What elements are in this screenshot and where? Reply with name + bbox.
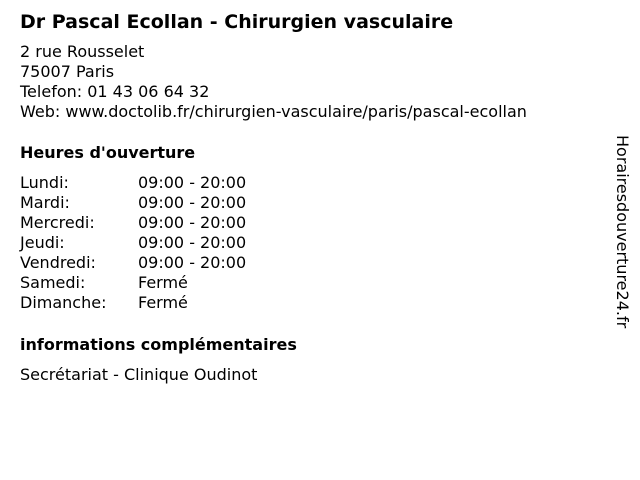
address-block	[20, 42, 600, 122]
additional-info-text: Secrétariat - Clinique Oudinot	[20, 365, 258, 384]
opening-hours-list	[20, 173, 600, 313]
opening-hours-heading: Heures d'ouverture	[20, 143, 196, 162]
day-hours: Fermé	[138, 293, 188, 312]
day-hours: 09:00 - 20:00	[138, 213, 247, 232]
day-label: Jeudi:	[20, 233, 65, 252]
day-label: Dimanche:	[20, 293, 107, 312]
day-label: Samedi:	[20, 273, 86, 292]
hours-row-friday	[20, 253, 600, 273]
day-label: Mercredi:	[20, 213, 95, 232]
city-postal: 75007 Paris	[20, 62, 115, 81]
day-label: Vendredi:	[20, 253, 96, 272]
hours-row-monday	[20, 173, 600, 193]
day-hours: Fermé	[138, 273, 188, 292]
business-card	[20, 10, 600, 385]
phone-line: Telefon: 01 43 06 64 32	[20, 82, 210, 101]
day-hours: 09:00 - 20:00	[138, 253, 247, 272]
hours-row-wednesday	[20, 213, 600, 233]
hours-row-sunday	[20, 293, 600, 313]
website-line: Web: www.doctolib.fr/chirurgien-vasculaire/paris/pascal-ecollan	[20, 102, 527, 121]
day-label: Lundi:	[20, 173, 69, 192]
additional-info-heading: informations complémentaires	[20, 335, 297, 354]
day-label: Mardi:	[20, 193, 70, 212]
day-hours: 09:00 - 20:00	[138, 173, 247, 192]
page-title: Dr Pascal Ecollan - Chirurgien vasculaire	[20, 11, 454, 33]
hours-row-tuesday	[20, 193, 600, 213]
street-address: 2 rue Rousselet	[20, 42, 145, 61]
site-brand-watermark: Horairesdouverture24.fr	[613, 135, 632, 329]
day-hours: 09:00 - 20:00	[138, 233, 247, 252]
hours-row-thursday	[20, 233, 600, 253]
hours-row-saturday	[20, 273, 600, 293]
day-hours: 09:00 - 20:00	[138, 193, 247, 212]
